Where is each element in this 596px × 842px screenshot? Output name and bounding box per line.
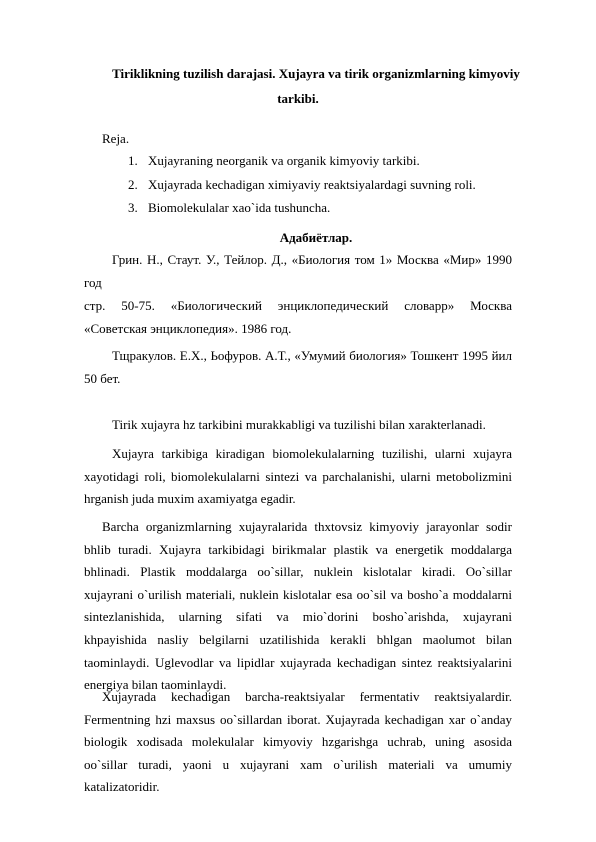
document-title-line-2: tarkibi. [277, 91, 319, 106]
paragraph-1: Tirik xujayra hz tarkibini murakkabligi va tuzilishi bilan xarakterlanadi. [112, 417, 486, 432]
plan-item-number: 2. [128, 177, 138, 192]
plan-item-text: Xujayraning neorganik va organik kimyoviy tarkibi. [148, 153, 420, 168]
plan-item-number: 3. [128, 200, 138, 215]
plan-label: Reja. [102, 131, 130, 146]
plan-item-text: Xujayrada kechadigan ximiyaviy reaktsiyalardagi suvning roli. [148, 177, 476, 192]
plan-item [128, 199, 330, 217]
reference-1: Грин. Н., Стаут. У., Тейлор. Д., «Биология том 1» Москва «Мир» 1990 год [84, 252, 512, 290]
literature-title: Адабиётлар. [279, 230, 353, 245]
paragraph-3: Barcha organizmlarning xujayralarida thxtovsiz kimyoviy jarayonlar sodir bhlib turadi. Xujayra tarkibidagi birikmalar plastik va energetik moddalarga bhlinadi. Plastik moddalarga oo`sillar, nuklein kislotalar kiradi. Oo`sillar xujayrani o`urilish materiali, nuklein kislotalar esa oo`sil va bosho`a moddalarni sintezlanishida, ularning sifati va mio`dorini bosho`arishda, xujayrani khpayishida nasliy belgilarni uzatilishida kerakli bhlgan maolumot bilan taominlaydi. Uglevodlar va lipidlar xujayrada kechadigan sintez reaktsiyalarini energiya bilan taominlaydi. [84, 519, 512, 693]
reference-3: Тщракулов. Е.Х., Ьофуров. А.Т., «Умумий биология» Тошкент 1995 йил 50 бет. [84, 348, 512, 386]
document-title-line-1: Tiriklikning tuzilish darajasi. Xujayra va tirik organizmlarning kimyoviy [112, 66, 520, 81]
reference-2: стр. 50-75. «Биологический энциклопедический словарр» Москва «Советская энциклопедия». 1986 год. [84, 298, 512, 336]
plan-item [128, 176, 476, 194]
plan-item-text: Biomolekulalar xao`ida tushuncha. [148, 200, 331, 215]
plan-item-number: 1. [128, 153, 138, 168]
plan-item [128, 152, 420, 170]
paragraph-2: Xujayra tarkibiga kiradigan biomolekulalarning tuzilishi, ularni xujayra xayotidagi roli, biomolekulalarni sintezi va parchalanishi, ularni metobolizmini hrganish juda muxim axamiyatga egadir. [84, 446, 512, 507]
paragraph-4: Xujayrada kechadigan barcha-reaktsiyalar fermentativ reaktsiyalardir. Fermentning hzi maxsus oo`sillardan iborat. Xujayrada kechadigan xar o`anday biologik xodisada molekulalar kimyoviy hzgarishga uchrab, uning asosida oo`sillar turadi, yaoni u xujayrani xam o`urilish materiali va umumiy katalizatoridir. [84, 689, 512, 795]
